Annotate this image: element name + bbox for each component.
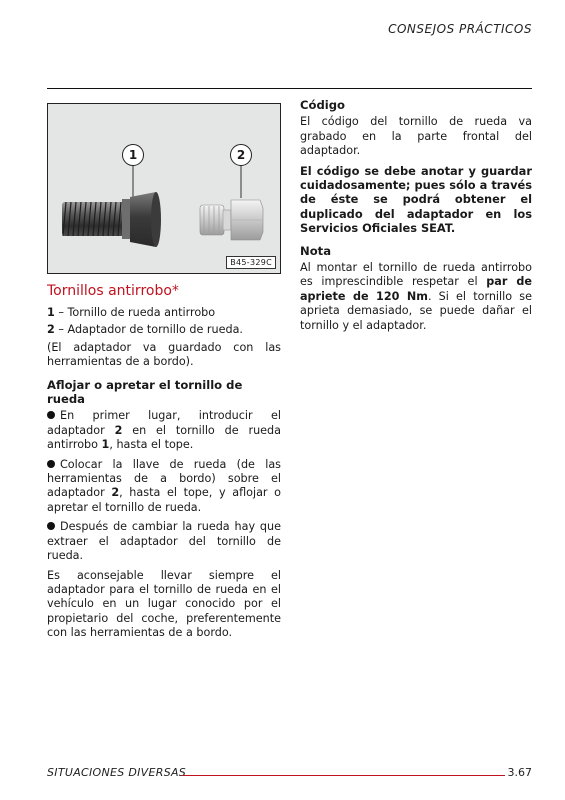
callout-2: 2 (230, 144, 252, 166)
code-text: El código del tornillo de rueda va grabado en la parte frontal del adaptador. (300, 115, 532, 158)
note-heading: Nota (300, 243, 332, 258)
bullet-icon (47, 411, 55, 419)
code-warning: El código se debe anotar y guardar cuidadosamente; pues sólo a través de éste se podrá obtener el duplicado del adaptador en los Servicios Oficiales SEAT. (300, 163, 532, 236)
legend-item-1: 1 – Tornillo de rueda antirrobo (47, 306, 216, 319)
figure-code: B45-329C (226, 256, 276, 269)
section-title: Tornillos antirrobo* (47, 283, 179, 299)
left-column (47, 283, 281, 646)
bullet-step-2: Colocar la llave de rueda (de las herramientas de a bordo) sobre el adaptador 2, hasta el tope, y aflojar o apretar el tornillo de rueda. (47, 457, 281, 514)
header-rule (47, 88, 532, 89)
bullet-step-1: En primer lugar, introducir el adaptador 2 en el tornillo de rueda antirrobo 1, hasta el tope. (47, 409, 281, 452)
code-heading: Código (300, 98, 346, 112)
bullet-icon (47, 522, 55, 530)
right-column (300, 98, 532, 338)
subheading-loosen-tighten: Aflojar o apretar el tornillo de rueda (47, 377, 243, 407)
running-header: CONSEJOS PRÁCTICOS (388, 22, 532, 36)
bolt-collar (122, 199, 130, 239)
bullet-step-3: Después de cambiar la rueda hay que extraer el adaptador del tornillo de rueda. (47, 520, 281, 563)
page-number: 3.67 (507, 766, 532, 779)
callout-1: 1 (122, 144, 144, 166)
note-text: Al montar el tornillo de rueda antirrobo es imprescindible respetar el par de apriete de 120 Nm. Si el tornillo se aprieta demasiado, se puede dañar el tornillo y el adaptador. (300, 261, 532, 332)
footer-section: SITUACIONES DIVERSAS (47, 766, 187, 779)
bolt-head-face (151, 192, 161, 247)
adapter-neck (223, 210, 231, 230)
bolt-illustration (48, 104, 280, 273)
figure-anti-theft-bolt (47, 103, 281, 274)
closing-advice: Es aconsejable llevar siempre el adaptador para el tornillo de rueda en el vehículo en un lugar conocido por el propietario del coche, preferentemente con las herramientas de a bordo. (47, 568, 281, 640)
bullet-icon (47, 460, 55, 468)
legend-item-2: 2 – Adaptador de tornillo de rueda. (47, 323, 243, 337)
adapter-storage-note: (El adaptador va guardado con las herramientas de a bordo). (47, 340, 281, 369)
footer-rule (182, 775, 505, 776)
